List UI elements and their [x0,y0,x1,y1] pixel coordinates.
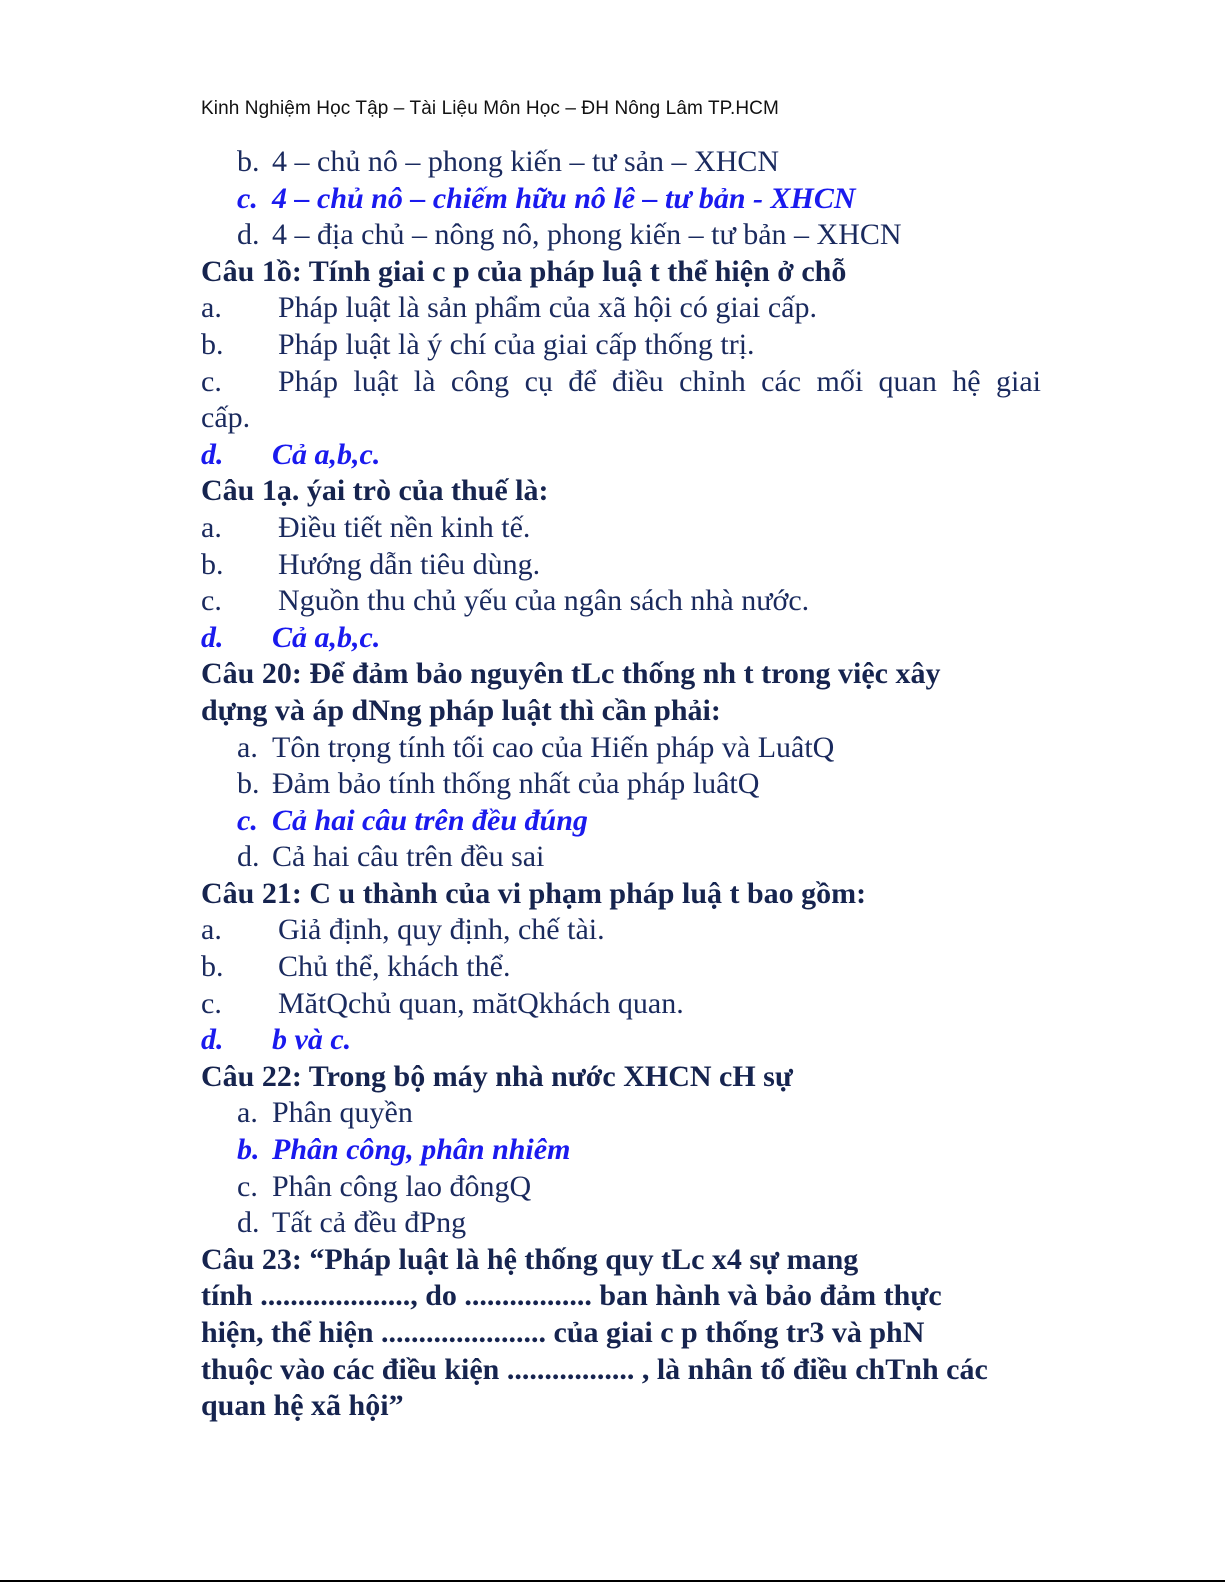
option-letter: c. [237,181,258,215]
question-heading: Câu 20: Để đảm bảo nguyên tLc thống nh t trong việc xây [201,657,941,691]
answer-option [201,1169,1041,1206]
option-text: 4 – chủ nô – phong kiến – tư sản – XHCN [272,145,780,178]
question-heading: Câu 22: Trong bộ máy nhà nước XHCN cH sự [201,1059,793,1093]
option-letter: b. [237,767,260,801]
document-body [201,144,1041,1425]
answer-option-correct [201,1022,1041,1059]
answer-option [201,327,1041,364]
option-text: Cả hai câu trên đều sai [272,840,545,874]
option-letter: d. [201,1023,224,1057]
answer-option [201,986,1041,1023]
option-text: Cả a,b,c. [272,437,381,471]
option-text: Cả hai câu trên đều đúng [272,803,588,837]
option-text: 4 – địa chủ – nông nô, phong kiến – tư bản – XHCN [272,218,902,252]
answer-option [201,217,1041,254]
question-heading: Câu 1ồ: Tính giai c p của pháp luậ t thể hiện ở chỗ [201,254,847,288]
answer-option [201,949,1041,986]
question-heading: tính ...................., do ................. ban hành và bảo đảm thực [201,1279,942,1313]
option-letter: d. [237,1206,260,1240]
option-text: Pháp luật là ý chí của giai cấp thống trị. [278,327,755,361]
option-letter: b. [201,950,224,984]
answer-option [201,144,1041,181]
answer-option [201,1095,1041,1132]
question-heading: thuộc vào các điều kiện ................. , là nhân tố điều chTnh các [201,1352,988,1386]
option-text: 4 – chủ nô – chiếm hữu nô lê – tư bản - XHCN [272,181,856,215]
option-letter: d. [201,437,224,471]
option-text: Nguồn thu chủ yếu của ngân sách nhà nước. [278,584,810,618]
answer-option-correct [201,437,1041,474]
question-heading: hiện, thể hiện ...................... của giai c p thống tr3 và phN [201,1316,925,1349]
answer-option [201,730,1041,767]
text-continuation: cấp. [201,401,251,435]
option-letter: b. [237,145,260,178]
question-heading: dựng và áp dNng pháp luật thì cần phải: [201,693,721,727]
option-text: Cả a,b,c. [272,620,381,654]
answer-option [201,290,1041,327]
answer-option [201,912,1041,949]
question-heading: Câu 23: “Pháp luật là hệ thống quy tLc x4 sự mang [201,1242,859,1276]
answer-option [201,547,1041,584]
answer-option [201,766,1041,803]
option-text: Pháp luật là sản phẩm của xã hội có giai cấp. [278,291,817,325]
option-letter: c. [237,803,258,837]
option-text: Điều tiết nền kinh tế. [278,510,531,544]
page-bottom-rule [0,1580,1225,1582]
page-header: Kinh Nghiệm Học Tập – Tài Liệu Môn Học – ĐH Nông Lâm TP.HCM [201,98,779,119]
option-letter: c. [201,584,222,618]
option-text: Giả định, quy định, chế tài. [278,913,605,947]
answer-option [201,364,1041,401]
question-heading: quan hệ xã hội” [201,1389,404,1423]
option-text: Hướng dẫn tiêu dùng. [278,547,541,581]
option-text: Phân quyền [272,1096,413,1130]
answer-option [201,510,1041,547]
answer-option-correct [201,1132,1041,1169]
option-text: Phân công, phân nhiêm [272,1133,571,1167]
option-text: MătQchủ quan, mătQkhách quan. [278,986,684,1020]
option-letter: a. [201,510,222,544]
option-text: Chủ thể, khách thể. [278,950,511,984]
answer-option [201,839,1041,876]
option-letter: d. [237,218,260,252]
option-letter: d. [201,620,224,654]
answer-option-correct [201,181,1041,218]
option-text: Đảm bảo tính thống nhất của pháp luâtQ [272,767,760,801]
answer-option-correct [201,803,1041,840]
answer-option [201,583,1041,620]
option-letter: c. [237,1169,258,1203]
option-letter: a. [237,1096,258,1130]
option-text: Phân công lao đôngQ [272,1169,532,1203]
answer-option-correct [201,620,1041,657]
option-letter: a. [201,291,222,325]
option-letter: b. [237,1133,260,1167]
option-letter: a. [237,730,258,764]
option-letter: b. [201,547,224,581]
question-heading: Câu 21: C u thành của vi phạm pháp luậ t bao gồm: [201,876,867,910]
option-text: b và c. [272,1023,352,1057]
option-text: Tất cả đều đPng [272,1206,467,1240]
option-letter: b. [201,327,224,361]
option-letter: c. [201,364,222,398]
answer-option [201,1205,1041,1242]
question-heading: Câu 1ạ. ýai trò của thuế là: [201,474,549,508]
option-text: Tôn trọng tính tối cao của Hiến pháp và LuâtQ [272,730,835,764]
option-text: Pháp luật là công cụ để điều chỉnh các mối quan hệ giai [278,364,1041,398]
option-letter: d. [237,840,260,874]
option-letter: c. [201,986,222,1020]
option-letter: a. [201,913,222,947]
